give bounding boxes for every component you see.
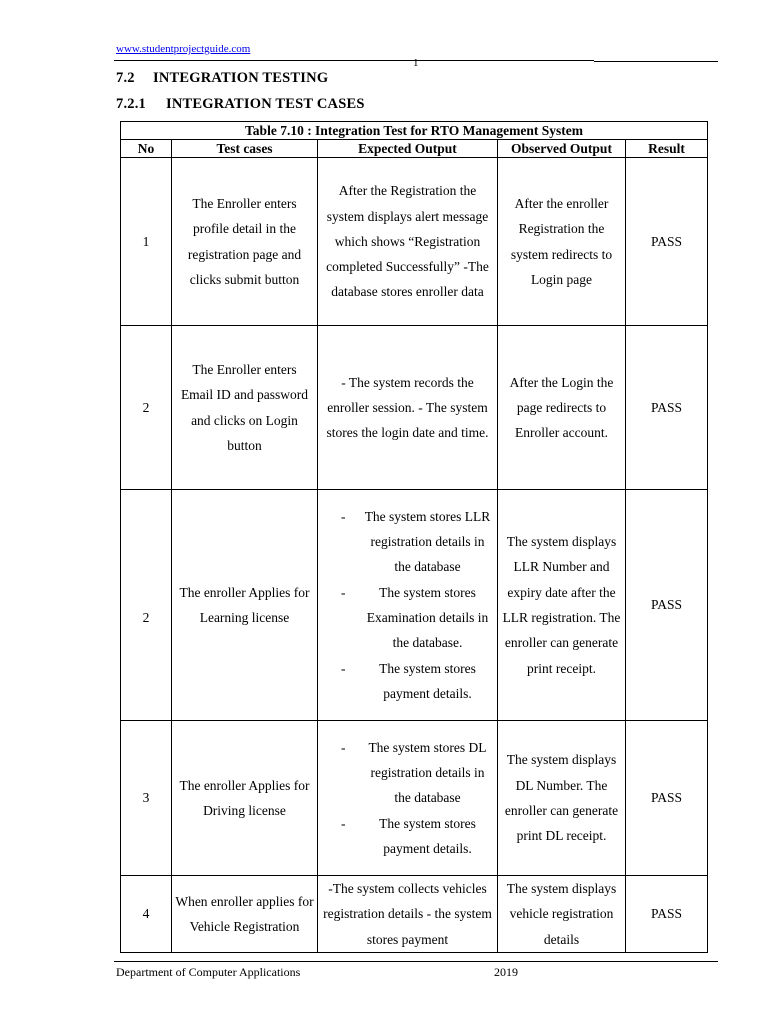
column-header: Expected Output	[318, 140, 498, 158]
table-row	[121, 721, 708, 876]
integration-test-table	[120, 121, 708, 953]
table-row	[121, 158, 708, 326]
subsection-heading	[116, 96, 365, 113]
result-cell: PASS	[626, 326, 708, 490]
section-title: INTEGRATION TESTING	[153, 70, 329, 86]
row-number: 3	[121, 721, 172, 876]
expected-output-cell: - The system records the enroller session. - The system stores the login date and time.	[318, 326, 498, 490]
observed-output-cell: The system displays DL Number. The enroller can generate print DL receipt.	[498, 721, 626, 876]
list-item: - The system stores payment details.	[321, 811, 494, 862]
result-cell: PASS	[626, 490, 708, 721]
test-case-cell: The enroller Applies for Driving license	[172, 721, 318, 876]
section-number: 7.2	[116, 70, 135, 86]
column-header: Observed Output	[498, 140, 626, 158]
column-header: Result	[626, 140, 708, 158]
footer-department: Department of Computer Applications	[116, 965, 301, 979]
table-header-row	[121, 140, 708, 158]
test-case-cell: The Enroller enters Email ID and password and clicks on Login button	[172, 326, 318, 490]
table-caption-row	[121, 122, 708, 140]
expected-output-cell	[318, 721, 498, 876]
column-header: No	[121, 140, 172, 158]
list-item: - The system stores LLR registration details in the database	[321, 504, 494, 580]
footer-year: 2019	[494, 965, 518, 979]
expected-output-cell: After the Registration the system displays alert message which shows “Registration completed Successfully” -The database stores enroller data	[318, 158, 498, 326]
row-number: 2	[121, 326, 172, 490]
expected-output-list	[321, 504, 494, 706]
column-header: Test cases	[172, 140, 318, 158]
list-item: - The system stores DL registration details in the database	[321, 735, 494, 811]
test-case-cell: The Enroller enters profile detail in the registration page and clicks submit button	[172, 158, 318, 326]
subsection-number: 7.2.1	[116, 96, 146, 112]
row-number: 1	[121, 158, 172, 326]
observed-output-cell: After the Login the page redirects to Enroller account.	[498, 326, 626, 490]
test-case-cell: The enroller Applies for Learning license	[172, 490, 318, 721]
header-rule	[114, 60, 594, 61]
website-link[interactable]: www.studentprojectguide.com	[116, 43, 251, 55]
header-rule-right	[594, 61, 718, 62]
table-row	[121, 490, 708, 721]
list-item: - The system stores Examination details in the database.	[321, 580, 494, 656]
observed-output-cell: The system displays vehicle registration details	[498, 876, 626, 953]
observed-output-cell: The system displays LLR Number and expiry date after the LLR registration. The enroller can generate print receipt.	[498, 490, 626, 721]
section-heading	[116, 70, 328, 87]
list-item: - The system stores payment details.	[321, 656, 494, 707]
page-number: 1	[413, 57, 419, 69]
result-cell: PASS	[626, 158, 708, 326]
row-number: 2	[121, 490, 172, 721]
expected-output-list	[321, 735, 494, 861]
subsection-title: INTEGRATION TEST CASES	[166, 96, 365, 112]
table-caption: Table 7.10 : Integration Test for RTO Management System	[121, 122, 708, 140]
table-row	[121, 876, 708, 953]
footer-rule	[114, 961, 718, 962]
result-cell: PASS	[626, 876, 708, 953]
row-number: 4	[121, 876, 172, 953]
test-case-cell: When enroller applies for Vehicle Registration	[172, 876, 318, 953]
expected-output-cell	[318, 490, 498, 721]
expected-output-cell: -The system collects vehicles registration details - the system stores payment	[318, 876, 498, 953]
observed-output-cell: After the enroller Registration the system redirects to Login page	[498, 158, 626, 326]
table-row	[121, 326, 708, 490]
result-cell: PASS	[626, 721, 708, 876]
